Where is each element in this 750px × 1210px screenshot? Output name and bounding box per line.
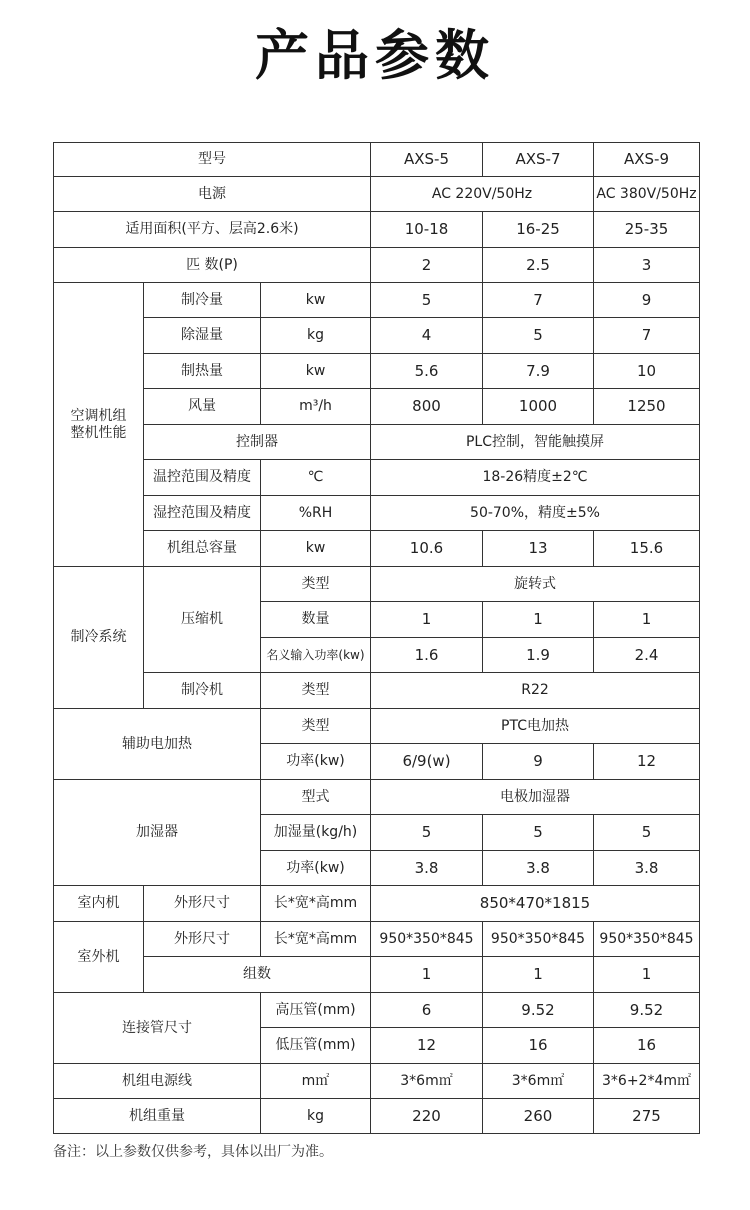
value-cell: 18-26精度±2℃ xyxy=(371,460,700,496)
value-cell: R22 xyxy=(371,673,700,709)
model-cell: AXS-5 xyxy=(371,143,483,177)
value-cell: 13 xyxy=(483,531,594,567)
row-label: 制冷量 xyxy=(144,283,261,318)
table-row xyxy=(54,283,700,318)
row-label: 机组重量 xyxy=(54,1099,261,1134)
model-cell: AXS-9 xyxy=(594,143,700,177)
value-cell: 旋转式 xyxy=(371,567,700,602)
value-cell: AC 220V/50Hz xyxy=(371,177,594,212)
value-cell: 2 xyxy=(371,248,483,283)
table-row xyxy=(54,389,700,425)
table-row xyxy=(54,957,700,993)
row-label: 型号 xyxy=(54,143,371,177)
value-cell: 16 xyxy=(483,1028,594,1064)
footnote: 备注：以上参数仅供参考，具体以出厂为准。 xyxy=(53,1144,333,1160)
value-cell: 9.52 xyxy=(594,993,700,1028)
value-cell: 7 xyxy=(483,283,594,318)
group-label: 室外机 xyxy=(54,922,144,993)
row-label: 数量 xyxy=(261,602,371,638)
value-cell: 3.8 xyxy=(483,851,594,886)
value-cell: 10.6 xyxy=(371,531,483,567)
table-row xyxy=(54,1064,700,1099)
table-row xyxy=(54,922,700,957)
value-cell: 9.52 xyxy=(483,993,594,1028)
subgroup-label: 制冷机 xyxy=(144,673,261,709)
value-cell: 1 xyxy=(483,602,594,638)
row-label: 机组电源线 xyxy=(54,1064,261,1099)
value-cell: 9 xyxy=(594,283,700,318)
group-label: 制冷系统 xyxy=(54,567,144,709)
value-cell: 950*350*845 xyxy=(483,922,594,957)
value-cell: 220 xyxy=(371,1099,483,1134)
value-cell: 275 xyxy=(594,1099,700,1134)
value-cell: 5 xyxy=(371,283,483,318)
unit-cell: 长*宽*高mm xyxy=(261,886,371,922)
value-cell: 950*350*845 xyxy=(371,922,483,957)
value-cell: 5 xyxy=(594,815,700,851)
table-row xyxy=(54,143,700,177)
value-cell: 1.9 xyxy=(483,638,594,673)
table-row xyxy=(54,709,700,744)
unit-cell: kg xyxy=(261,1099,371,1134)
row-label: 适用面积(平方、层高2.6米) xyxy=(54,212,371,248)
row-label: 型式 xyxy=(261,780,371,815)
unit-cell: ℃ xyxy=(261,460,371,496)
group-label: 连接管尺寸 xyxy=(54,993,261,1064)
group-label: 空调机组 整机性能 xyxy=(54,283,144,567)
table-row xyxy=(54,460,700,496)
group-label: 辅助电加热 xyxy=(54,709,261,780)
value-cell: 1 xyxy=(594,602,700,638)
row-label: 湿控范围及精度 xyxy=(144,496,261,531)
spec-table xyxy=(53,142,700,1134)
value-cell: PTC电加热 xyxy=(371,709,700,744)
value-cell: 7.9 xyxy=(483,354,594,389)
row-label: 匹 数(P) xyxy=(54,248,371,283)
row-label: 外形尺寸 xyxy=(144,922,261,957)
row-label: 低压管(mm) xyxy=(261,1028,371,1064)
subgroup-label: 压缩机 xyxy=(144,567,261,673)
table-row xyxy=(54,212,700,248)
value-cell: 50-70%，精度±5% xyxy=(371,496,700,531)
value-cell: 10 xyxy=(594,354,700,389)
value-cell: 电极加湿器 xyxy=(371,780,700,815)
row-label: 类型 xyxy=(261,673,371,709)
value-cell: 3*6+2*4m㎡ xyxy=(594,1064,700,1099)
unit-cell: m³/h xyxy=(261,389,371,425)
value-cell: 800 xyxy=(371,389,483,425)
table-row xyxy=(54,531,700,567)
unit-cell: kw xyxy=(261,283,371,318)
row-label: 外形尺寸 xyxy=(144,886,261,922)
value-cell: 2.4 xyxy=(594,638,700,673)
table-row xyxy=(54,496,700,531)
value-cell: 3*6m㎡ xyxy=(483,1064,594,1099)
value-cell: PLC控制，智能触摸屏 xyxy=(371,425,700,460)
table-row xyxy=(54,886,700,922)
value-cell: 1 xyxy=(594,957,700,993)
value-cell: 1250 xyxy=(594,389,700,425)
value-cell: 1 xyxy=(371,602,483,638)
value-cell: 5 xyxy=(371,815,483,851)
value-cell: AC 380V/50Hz xyxy=(594,177,700,212)
table-row xyxy=(54,993,700,1028)
value-cell: 2.5 xyxy=(483,248,594,283)
value-cell: 12 xyxy=(594,744,700,780)
value-cell: 16-25 xyxy=(483,212,594,248)
value-cell: 3.8 xyxy=(371,851,483,886)
value-cell: 5 xyxy=(483,318,594,354)
value-cell: 5.6 xyxy=(371,354,483,389)
value-cell: 25-35 xyxy=(594,212,700,248)
row-label: 除湿量 xyxy=(144,318,261,354)
row-label: 机组总容量 xyxy=(144,531,261,567)
value-cell: 1 xyxy=(483,957,594,993)
row-label: 温控范围及精度 xyxy=(144,460,261,496)
row-label: 风量 xyxy=(144,389,261,425)
unit-cell: kg xyxy=(261,318,371,354)
table-row xyxy=(54,248,700,283)
table-row xyxy=(54,177,700,212)
value-cell: 12 xyxy=(371,1028,483,1064)
table-row xyxy=(54,425,700,460)
unit-cell: kw xyxy=(261,531,371,567)
value-cell: 15.6 xyxy=(594,531,700,567)
value-cell: 10-18 xyxy=(371,212,483,248)
value-cell: 950*350*845 xyxy=(594,922,700,957)
table-row xyxy=(54,354,700,389)
value-cell: 5 xyxy=(483,815,594,851)
unit-cell: kw xyxy=(261,354,371,389)
model-cell: AXS-7 xyxy=(483,143,594,177)
table-row xyxy=(54,1099,700,1134)
value-cell: 9 xyxy=(483,744,594,780)
row-label: 制热量 xyxy=(144,354,261,389)
row-label: 名义输入功率(kw) xyxy=(261,638,371,673)
row-label: 类型 xyxy=(261,709,371,744)
table-row xyxy=(54,567,700,602)
value-cell: 6/9(w) xyxy=(371,744,483,780)
unit-cell: 长*宽*高mm xyxy=(261,922,371,957)
value-cell: 6 xyxy=(371,993,483,1028)
group-label: 室内机 xyxy=(54,886,144,922)
row-label: 高压管(mm) xyxy=(261,993,371,1028)
value-cell: 1 xyxy=(371,957,483,993)
group-label: 加湿器 xyxy=(54,780,261,886)
row-label: 功率(kw) xyxy=(261,744,371,780)
row-label: 加湿量(kg/h) xyxy=(261,815,371,851)
value-cell: 7 xyxy=(594,318,700,354)
table-row xyxy=(54,318,700,354)
row-label: 电源 xyxy=(54,177,371,212)
row-label: 控制器 xyxy=(144,425,371,460)
value-cell: 850*470*1815 xyxy=(371,886,700,922)
value-cell: 4 xyxy=(371,318,483,354)
table-row xyxy=(54,780,700,815)
value-cell: 1000 xyxy=(483,389,594,425)
value-cell: 3 xyxy=(594,248,700,283)
value-cell: 1.6 xyxy=(371,638,483,673)
value-cell: 3.8 xyxy=(594,851,700,886)
row-label: 类型 xyxy=(261,567,371,602)
unit-cell: %RH xyxy=(261,496,371,531)
table-row xyxy=(54,673,700,709)
row-label: 组数 xyxy=(144,957,371,993)
value-cell: 260 xyxy=(483,1099,594,1134)
value-cell: 3*6m㎡ xyxy=(371,1064,483,1099)
unit-cell: m㎡ xyxy=(261,1064,371,1099)
row-label: 功率(kw) xyxy=(261,851,371,886)
page-title: 产品参数 xyxy=(255,24,495,87)
value-cell: 16 xyxy=(594,1028,700,1064)
